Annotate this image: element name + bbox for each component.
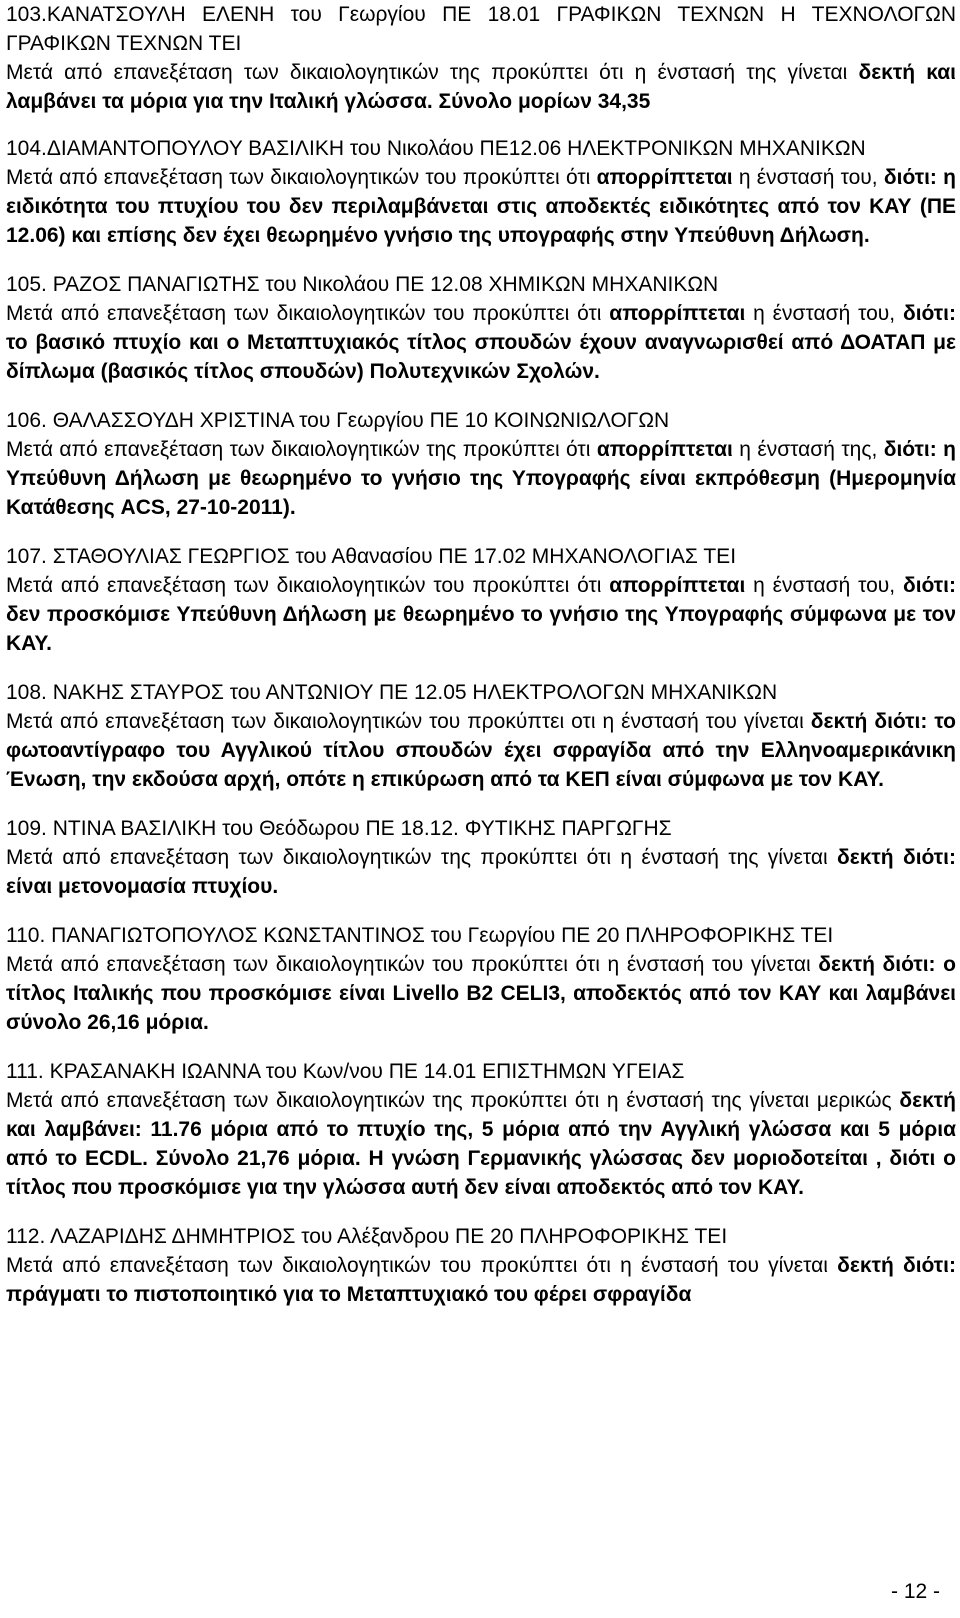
entry-heading: 111. ΚΡΑΣΑΝΑΚΗ ΙΩΑΝΝΑ του Κων/νου ΠΕ 14.01 ΕΠΙΣΤΗΜΩΝ ΥΓΕΙΑΣ: [6, 1060, 685, 1083]
entry-decision-keyword: απορρίπτεται: [596, 166, 733, 189]
entry-text-bold: διότι: δεν προσκόμισε Υπεύθυνη Δήλωση με θεωρημένο το γνήσιο της Υπογραφής σύμφωνα με τον ΚΑΥ.: [6, 574, 956, 655]
entry-103: [6, 0, 956, 116]
entry-heading: 108. ΝΑΚΗΣ ΣΤΑΥΡΟΣ του ΑΝΤΩΝΙΟΥ ΠΕ 12.05 ΗΛΕΚΤΡΟΛΟΓΩΝ ΜΗΧΑΝΙΚΩΝ: [6, 681, 778, 704]
entry-heading: 106. ΘΑΛΑΣΣΟΥΔΗ ΧΡΙΣΤΙΝΑ του Γεωργίου ΠΕ 10 ΚΟΙΝΩΝΙΩΛΟΓΩΝ: [6, 409, 670, 432]
entry-heading: 103.ΚΑΝΑΤΣΟΥΛΗ ΕΛΕΝΗ του Γεωργίου ΠΕ 18.01 ΓΡΑΦΙΚΩΝ ΤΕΧΝΩΝ Η ΤΕΧΝΟΛΟΓΩΝ ΓΡΑΦΙΚΩΝ ΤΕΧΝΩΝ ΤΕΙ: [6, 3, 956, 55]
entry-108: [6, 678, 956, 794]
entry-heading: 109. ΝΤΙΝΑ ΒΑΣΙΛΙΚΗ του Θεόδωρου ΠΕ 18.12. ΦΥΤΙΚΗΣ ΠΑΡΓΩΓΗΣ: [6, 817, 672, 840]
entry-text-bold: διότι: η ειδικότητα του πτυχίου του δεν περιλαμβάνεται στις αποδεκτές ειδικότητες από τον ΚΑΥ (ΠΕ 12.06) και επίσης δεν έχει θεωρημένο γνήσιο της υπογραφής στην Υπεύθυνη Δήλωση.: [6, 166, 956, 247]
entry-106: [6, 406, 956, 522]
entry-text-intro: Μετά από επανεξέταση των δικαιολογητικών του προκύπτει ότι: [6, 574, 602, 597]
entry-text-bold: δεκτή και λαμβάνει τα μόρια για την Ιταλική γλώσσα. Σύνολο μορίων 34,35: [6, 61, 957, 113]
entry-body: [6, 707, 956, 794]
page-number: - 12 -: [891, 1580, 941, 1603]
entry-text-intro: Μετά από επανεξέταση των δικαιολογητικών του προκύπτει οτι η ένστασή του γίνεται: [6, 710, 804, 733]
entry-decision-keyword: απορρίπτεται: [596, 438, 733, 461]
entry-107: [6, 542, 956, 658]
entry-text-bold: διότι: η Υπεύθυνη Δήλωση με θεωρημένο το γνήσιο της Υπογραφής είναι εκπρόθεσμη (Ημερομηνία Κατάθεσης ACS, 27-10-2011).: [6, 438, 956, 519]
entry-text-mid: η ένστασή της,: [739, 438, 878, 461]
entry-heading: 107. ΣΤΑΘΟΥΛΙΑΣ ΓΕΩΡΓΙΟΣ του Αθανασίου ΠΕ 17.02 ΜΗΧΑΝΟΛΟΓΙΑΣ ΤΕΙ: [6, 545, 737, 568]
entry-body: [6, 58, 956, 116]
entry-text-intro: Μετά από επανεξέταση των δικαιολογητικών της προκύπτει ότι η ένστασή της γίνεται: [6, 61, 848, 84]
entry-body: [6, 1251, 956, 1309]
entry-body: [6, 299, 956, 386]
entry-text-bold: δεκτή διότι: ο τίτλος Ιταλικής που προσκόμισε είναι Livello B2 CELI3, αποδεκτός από τον ΚΑΥ και λαμβάνει σύνολο 26,16 μόρια.: [6, 953, 956, 1034]
entry-text-intro: Μετά από επανεξέταση των δικαιολογητικών του προκύπτει ότι η ένστασή του γίνεται: [6, 953, 811, 976]
entry-heading: 110. ΠΑΝΑΓΙΩΤΟΠΟΥΛΟΣ ΚΩΝΣΤΑΝΤΙΝΟΣ του Γεωργίου ΠΕ 20 ΠΛΗΡΟΦΟΡΙΚΗΣ ΤΕΙ: [6, 924, 834, 947]
entry-text-intro: Μετά από επανεξέταση των δικαιολογητικών του προκύπτει ότι: [6, 166, 591, 189]
entry-text-intro: Μετά από επανεξέταση των δικαιολογητικών του προκύπτει ότι: [6, 302, 602, 325]
entry-body: [6, 1086, 956, 1202]
entry-text-bold: δεκτή διότι: το φωτοαντίγραφο του Αγγλικού τίτλου σπουδών έχει σφραγίδα από την Ελληνοαμερικάνικη Ένωση, την εκδούσα αρχή, οπότε η επικύρωση από τα ΚΕΠ είναι σύμφωνα με τον ΚΑΥ.: [6, 710, 956, 791]
entry-heading: 105. ΡΑΖΟΣ ΠΑΝΑΓΙΩΤΗΣ του Νικολάου ΠΕ 12.08 ΧΗΜΙΚΩΝ ΜΗΧΑΝΙΚΩΝ: [6, 273, 719, 296]
entry-text-mid: η ένστασή του,: [753, 574, 896, 597]
entry-text-mid: η ένστασή του,: [753, 302, 896, 325]
entry-111: [6, 1057, 956, 1202]
entry-text-mid: η ένστασή του,: [738, 166, 878, 189]
entry-body: [6, 163, 956, 250]
entry-heading: 104.ΔΙΑΜΑΝΤΟΠΟΥΛΟΥ ΒΑΣΙΛΙΚΗ του Νικολάου ΠΕ12.06 ΗΛΕΚΤΡΟΝΙΚΩΝ ΜΗΧΑΝΙΚΩΝ: [6, 137, 866, 160]
entry-110: [6, 921, 956, 1037]
entry-text-intro: Μετά από επανεξέταση των δικαιολογητικών της προκύπτει ότι: [6, 438, 591, 461]
entry-body: [6, 843, 956, 901]
entry-decision-keyword: απορρίπτεται: [609, 302, 746, 325]
entry-109: [6, 814, 956, 901]
document-page: [6, 0, 956, 1309]
entry-104: [6, 134, 956, 250]
entry-body: [6, 950, 956, 1037]
entry-text-intro: Μετά από επανεξέταση των δικαιολογητικών του προκύπτει ότι η ένστασή του γίνεται: [6, 1254, 828, 1277]
entry-text-bold: δεκτή διότι: πράγματι το πιστοποιητικό για το Μεταπτυχιακό του φέρει σφραγίδα: [6, 1254, 956, 1306]
entry-body: [6, 435, 956, 522]
entry-text-intro: Μετά από επανεξέταση των δικαιολογητικών της προκύπτει ότι η ένστασή της γίνεται μερικώς: [6, 1089, 892, 1112]
entry-text-bold: διότι: το βασικό πτυχίο και ο Μεταπτυχιακός τίτλος σπουδών έχουν αναγνωρισθεί από ΔΟΑΤΑΠ με δίπλωμα (βασικός τίτλος σπουδών) Πολυτεχνικών Σχολών.: [6, 302, 956, 383]
entry-text-bold: δεκτή διότι: είναι μετονομασία πτυχίου.: [6, 846, 956, 898]
entry-heading: 112. ΛΑΖΑΡΙΔΗΣ ΔΗΜΗΤΡΙΟΣ του Αλέξανδρου ΠΕ 20 ΠΛΗΡΟΦΟΡΙΚΗΣ ΤΕΙ: [6, 1225, 728, 1248]
entry-body: [6, 571, 956, 658]
entry-text-bold: δεκτή και λαμβάνει: 11.76 μόρια από το πτυχίο της, 5 μόρια από την Αγγλική γλώσσα και 5 μόρια από το ECDL. Σύνολο 21,76 μόρια. Η γνώση Γερμανικής γλώσσας δεν μοριοδοτείται , διότι ο τίτλος που προσκόμισε για την γλώσσα αυτή δεν είναι αποδεκτός από τον ΚΑΥ.: [6, 1089, 956, 1199]
entry-105: [6, 270, 956, 386]
entry-text-intro: Μετά από επανεξέταση των δικαιολογητικών της προκύπτει ότι η ένστασή της γίνεται: [6, 846, 828, 869]
entry-112: [6, 1222, 956, 1309]
entry-decision-keyword: απορρίπτεται: [609, 574, 746, 597]
